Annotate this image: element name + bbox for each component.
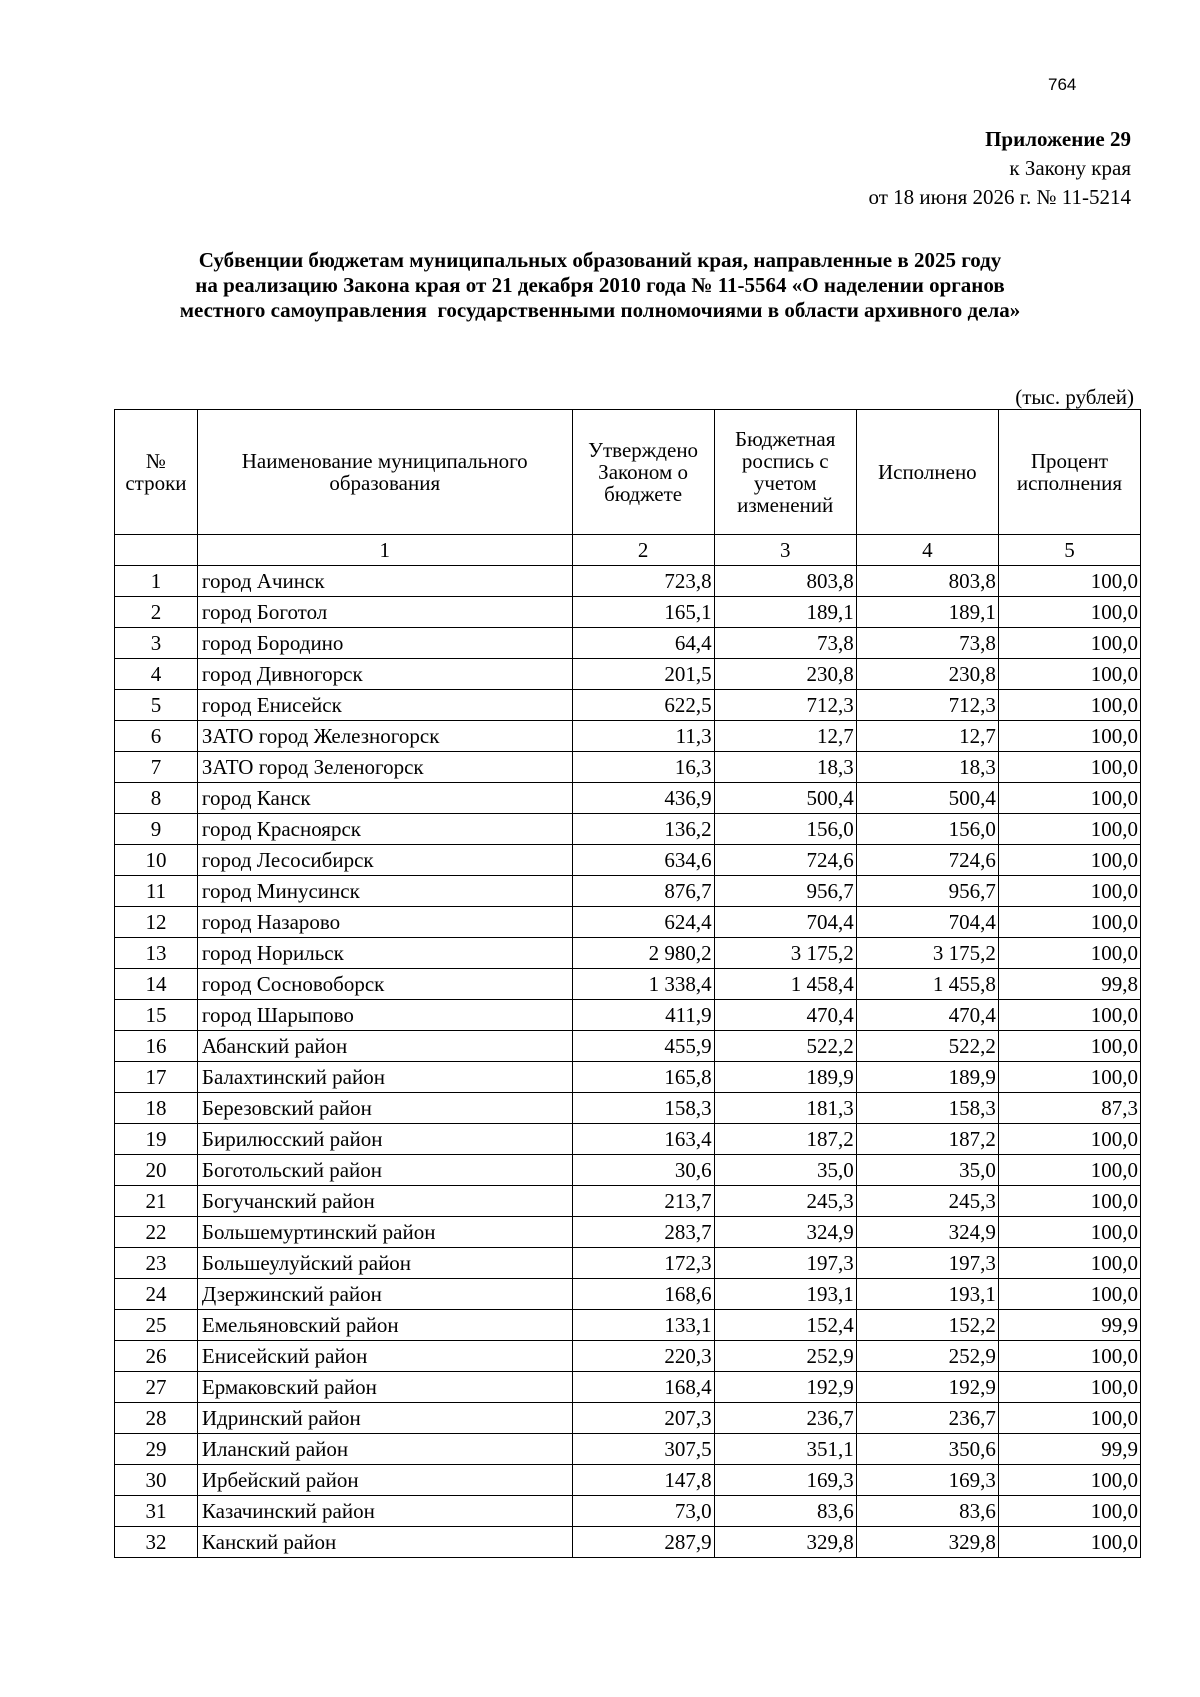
- executed-amount: 192,9: [856, 1372, 998, 1403]
- approved-amount: 11,3: [572, 721, 714, 752]
- budget-schedule-amount: 152,4: [714, 1310, 856, 1341]
- executed-amount: 197,3: [856, 1248, 998, 1279]
- execution-percent: 100,0: [998, 1217, 1140, 1248]
- approved-amount: 307,5: [572, 1434, 714, 1465]
- budget-schedule-amount: 245,3: [714, 1186, 856, 1217]
- table-row: [115, 752, 1141, 783]
- row-number: 15: [115, 1000, 198, 1031]
- executed-amount: 83,6: [856, 1496, 998, 1527]
- executed-amount: 193,1: [856, 1279, 998, 1310]
- column-number-blank: [115, 535, 198, 566]
- table-row: [115, 1341, 1141, 1372]
- table-row: [115, 690, 1141, 721]
- executed-amount: 158,3: [856, 1093, 998, 1124]
- executed-amount: 704,4: [856, 907, 998, 938]
- column-number: 5: [998, 535, 1140, 566]
- municipality-name: город Енисейск: [197, 690, 572, 721]
- document-title: [60, 248, 1140, 323]
- municipality-name: город Шарыпово: [197, 1000, 572, 1031]
- row-number: 26: [115, 1341, 198, 1372]
- municipality-name: город Красноярск: [197, 814, 572, 845]
- execution-percent: 100,0: [998, 1000, 1140, 1031]
- executed-amount: 152,2: [856, 1310, 998, 1341]
- execution-percent: 100,0: [998, 1248, 1140, 1279]
- budget-schedule-amount: 704,4: [714, 907, 856, 938]
- budget-schedule-amount: 329,8: [714, 1527, 856, 1558]
- executed-amount: 189,9: [856, 1062, 998, 1093]
- budget-schedule-amount: 803,8: [714, 566, 856, 597]
- approved-amount: 436,9: [572, 783, 714, 814]
- table-row: [115, 1310, 1141, 1341]
- execution-percent: 100,0: [998, 1372, 1140, 1403]
- row-number: 4: [115, 659, 198, 690]
- budget-schedule-amount: 189,1: [714, 597, 856, 628]
- table-row: [115, 783, 1141, 814]
- municipality-name: город Минусинск: [197, 876, 572, 907]
- row-number: 5: [115, 690, 198, 721]
- budget-schedule-amount: 470,4: [714, 1000, 856, 1031]
- approved-amount: 30,6: [572, 1155, 714, 1186]
- approved-amount: 163,4: [572, 1124, 714, 1155]
- row-number: 25: [115, 1310, 198, 1341]
- executed-amount: 18,3: [856, 752, 998, 783]
- approved-amount: 622,5: [572, 690, 714, 721]
- municipality-name: ЗАТО город Зеленогорск: [197, 752, 572, 783]
- table-row: [115, 1155, 1141, 1186]
- row-number: 17: [115, 1062, 198, 1093]
- row-number: 29: [115, 1434, 198, 1465]
- executed-amount: 245,3: [856, 1186, 998, 1217]
- municipality-name: город Норильск: [197, 938, 572, 969]
- column-number: 1: [197, 535, 572, 566]
- approved-amount: 207,3: [572, 1403, 714, 1434]
- execution-percent: 99,8: [998, 969, 1140, 1000]
- municipality-name: город Бородино: [197, 628, 572, 659]
- budget-schedule-amount: 156,0: [714, 814, 856, 845]
- municipality-name: город Канск: [197, 783, 572, 814]
- municipality-name: Большеулуйский район: [197, 1248, 572, 1279]
- budget-schedule-amount: 187,2: [714, 1124, 856, 1155]
- approved-amount: 201,5: [572, 659, 714, 690]
- row-number: 24: [115, 1279, 198, 1310]
- execution-percent: 100,0: [998, 1155, 1140, 1186]
- budget-schedule-amount: 197,3: [714, 1248, 856, 1279]
- header-percent: Процент исполнения: [998, 410, 1140, 535]
- row-number: 18: [115, 1093, 198, 1124]
- execution-percent: 100,0: [998, 628, 1140, 659]
- executed-amount: 329,8: [856, 1527, 998, 1558]
- approved-amount: 455,9: [572, 1031, 714, 1062]
- table-row: [115, 1186, 1141, 1217]
- execution-percent: 100,0: [998, 1403, 1140, 1434]
- budget-schedule-amount: 252,9: [714, 1341, 856, 1372]
- table-row: [115, 1124, 1141, 1155]
- table-row: [115, 938, 1141, 969]
- approved-amount: 133,1: [572, 1310, 714, 1341]
- approved-amount: 1 338,4: [572, 969, 714, 1000]
- column-numbers-row: [115, 535, 1141, 566]
- subventions-table: [114, 409, 1141, 1558]
- approved-amount: 213,7: [572, 1186, 714, 1217]
- executed-amount: 500,4: [856, 783, 998, 814]
- budget-schedule-amount: 189,9: [714, 1062, 856, 1093]
- units-label: (тыс. рублей): [1015, 385, 1134, 409]
- budget-schedule-amount: 712,3: [714, 690, 856, 721]
- table-row: [115, 1434, 1141, 1465]
- municipality-name: Богучанский район: [197, 1186, 572, 1217]
- row-number: 32: [115, 1527, 198, 1558]
- executed-amount: 3 175,2: [856, 938, 998, 969]
- appendix-title: Приложение 29: [985, 127, 1131, 151]
- table-row: [115, 1465, 1141, 1496]
- execution-percent: 100,0: [998, 1527, 1140, 1558]
- execution-percent: 100,0: [998, 752, 1140, 783]
- execution-percent: 100,0: [998, 1062, 1140, 1093]
- execution-percent: 100,0: [998, 566, 1140, 597]
- execution-percent: 100,0: [998, 1465, 1140, 1496]
- approved-amount: 165,1: [572, 597, 714, 628]
- budget-schedule-amount: 1 458,4: [714, 969, 856, 1000]
- table-row: [115, 814, 1141, 845]
- table-row: [115, 566, 1141, 597]
- approved-amount: 168,4: [572, 1372, 714, 1403]
- executed-amount: 803,8: [856, 566, 998, 597]
- table-row: [115, 907, 1141, 938]
- execution-percent: 99,9: [998, 1434, 1140, 1465]
- approved-amount: 411,9: [572, 1000, 714, 1031]
- budget-schedule-amount: 18,3: [714, 752, 856, 783]
- document-title-line: местного самоуправления государственными полномочиями в области архивного дела»: [179, 298, 1021, 322]
- table-row: [115, 1279, 1141, 1310]
- municipality-name: Большемуртинский район: [197, 1217, 572, 1248]
- budget-schedule-amount: 181,3: [714, 1093, 856, 1124]
- budget-schedule-amount: 351,1: [714, 1434, 856, 1465]
- approved-amount: 283,7: [572, 1217, 714, 1248]
- execution-percent: 100,0: [998, 1496, 1140, 1527]
- municipality-name: Ермаковский район: [197, 1372, 572, 1403]
- table-row: [115, 1527, 1141, 1558]
- municipality-name: Березовский район: [197, 1093, 572, 1124]
- table-row: [115, 1031, 1141, 1062]
- budget-schedule-amount: 83,6: [714, 1496, 856, 1527]
- column-number: 3: [714, 535, 856, 566]
- page-number: 764: [1048, 75, 1077, 94]
- row-number: 23: [115, 1248, 198, 1279]
- executed-amount: 236,7: [856, 1403, 998, 1434]
- executed-amount: 189,1: [856, 597, 998, 628]
- approved-amount: 220,3: [572, 1341, 714, 1372]
- municipality-name: Иланский район: [197, 1434, 572, 1465]
- approved-amount: 172,3: [572, 1248, 714, 1279]
- column-number: 4: [856, 535, 998, 566]
- executed-amount: 252,9: [856, 1341, 998, 1372]
- row-number: 28: [115, 1403, 198, 1434]
- approved-amount: 136,2: [572, 814, 714, 845]
- row-number: 3: [115, 628, 198, 659]
- executed-amount: 522,2: [856, 1031, 998, 1062]
- header-executed: Исполнено: [856, 410, 998, 535]
- budget-schedule-amount: 956,7: [714, 876, 856, 907]
- table-header-row: [115, 410, 1141, 535]
- municipality-name: Дзержинский район: [197, 1279, 572, 1310]
- municipality-name: город Назарово: [197, 907, 572, 938]
- table-row: [115, 845, 1141, 876]
- approved-amount: 723,8: [572, 566, 714, 597]
- execution-percent: 100,0: [998, 938, 1140, 969]
- row-number: 21: [115, 1186, 198, 1217]
- execution-percent: 100,0: [998, 1031, 1140, 1062]
- row-number: 11: [115, 876, 198, 907]
- execution-percent: 100,0: [998, 1341, 1140, 1372]
- appendix-law-ref: к Закону края: [1009, 156, 1131, 180]
- executed-amount: 35,0: [856, 1155, 998, 1186]
- execution-percent: 87,3: [998, 1093, 1140, 1124]
- row-number: 31: [115, 1496, 198, 1527]
- executed-amount: 73,8: [856, 628, 998, 659]
- executed-amount: 350,6: [856, 1434, 998, 1465]
- budget-schedule-amount: 192,9: [714, 1372, 856, 1403]
- budget-schedule-amount: 193,1: [714, 1279, 856, 1310]
- executed-amount: 956,7: [856, 876, 998, 907]
- document-title-line: на реализацию Закона края от 21 декабря 2010 года № 11-5564 «О наделении органов: [195, 273, 1005, 297]
- executed-amount: 724,6: [856, 845, 998, 876]
- approved-amount: 168,6: [572, 1279, 714, 1310]
- approved-amount: 634,6: [572, 845, 714, 876]
- approved-amount: 158,3: [572, 1093, 714, 1124]
- row-number: 13: [115, 938, 198, 969]
- appendix-block: [869, 125, 1131, 212]
- header-municipality: Наименование муниципального образования: [197, 410, 572, 535]
- execution-percent: 100,0: [998, 845, 1140, 876]
- row-number: 19: [115, 1124, 198, 1155]
- approved-amount: 73,0: [572, 1496, 714, 1527]
- executed-amount: 1 455,8: [856, 969, 998, 1000]
- executed-amount: 12,7: [856, 721, 998, 752]
- municipality-name: Бирилюсский район: [197, 1124, 572, 1155]
- row-number: 9: [115, 814, 198, 845]
- approved-amount: 165,8: [572, 1062, 714, 1093]
- municipality-name: город Боготол: [197, 597, 572, 628]
- municipality-name: Абанский район: [197, 1031, 572, 1062]
- municipality-name: Боготольский район: [197, 1155, 572, 1186]
- table-row: [115, 1372, 1141, 1403]
- appendix-law-date: от 18 июня 2026 г. № 11-5214: [868, 185, 1131, 209]
- table-row: [115, 1496, 1141, 1527]
- approved-amount: 64,4: [572, 628, 714, 659]
- budget-schedule-amount: 35,0: [714, 1155, 856, 1186]
- table-body: [115, 566, 1141, 1558]
- budget-schedule-amount: 230,8: [714, 659, 856, 690]
- approved-amount: 16,3: [572, 752, 714, 783]
- table-row: [115, 1062, 1141, 1093]
- municipality-name: Канский район: [197, 1527, 572, 1558]
- executed-amount: 470,4: [856, 1000, 998, 1031]
- budget-schedule-amount: 169,3: [714, 1465, 856, 1496]
- execution-percent: 100,0: [998, 1279, 1140, 1310]
- budget-schedule-amount: 324,9: [714, 1217, 856, 1248]
- executed-amount: 156,0: [856, 814, 998, 845]
- municipality-name: город Ачинск: [197, 566, 572, 597]
- budget-schedule-amount: 236,7: [714, 1403, 856, 1434]
- row-number: 22: [115, 1217, 198, 1248]
- execution-percent: 100,0: [998, 721, 1140, 752]
- execution-percent: 100,0: [998, 814, 1140, 845]
- budget-schedule-amount: 724,6: [714, 845, 856, 876]
- header-row-number: № строки: [115, 410, 198, 535]
- approved-amount: 2 980,2: [572, 938, 714, 969]
- municipality-name: город Лесосибирск: [197, 845, 572, 876]
- document-title-line: Субвенции бюджетам муниципальных образований края, направленные в 2025 году: [198, 248, 1002, 272]
- table-row: [115, 876, 1141, 907]
- executed-amount: 230,8: [856, 659, 998, 690]
- table-row: [115, 1217, 1141, 1248]
- approved-amount: 876,7: [572, 876, 714, 907]
- row-number: 27: [115, 1372, 198, 1403]
- table-row: [115, 1403, 1141, 1434]
- municipality-name: город Дивногорск: [197, 659, 572, 690]
- approved-amount: 147,8: [572, 1465, 714, 1496]
- budget-schedule-amount: 522,2: [714, 1031, 856, 1062]
- column-number: 2: [572, 535, 714, 566]
- table-row: [115, 1248, 1141, 1279]
- table-row: [115, 597, 1141, 628]
- header-approved: Утверждено Законом о бюджете: [572, 410, 714, 535]
- row-number: 10: [115, 845, 198, 876]
- execution-percent: 100,0: [998, 783, 1140, 814]
- row-number: 16: [115, 1031, 198, 1062]
- approved-amount: 624,4: [572, 907, 714, 938]
- municipality-name: ЗАТО город Железногорск: [197, 721, 572, 752]
- execution-percent: 100,0: [998, 1186, 1140, 1217]
- execution-percent: 99,9: [998, 1310, 1140, 1341]
- row-number: 7: [115, 752, 198, 783]
- municipality-name: Казачинский район: [197, 1496, 572, 1527]
- execution-percent: 100,0: [998, 597, 1140, 628]
- approved-amount: 287,9: [572, 1527, 714, 1558]
- table-row: [115, 659, 1141, 690]
- table-row: [115, 628, 1141, 659]
- execution-percent: 100,0: [998, 876, 1140, 907]
- row-number: 2: [115, 597, 198, 628]
- row-number: 30: [115, 1465, 198, 1496]
- table-row: [115, 1000, 1141, 1031]
- table-row: [115, 969, 1141, 1000]
- table-row: [115, 1093, 1141, 1124]
- header-budget-schedule: Бюджетная роспись с учетом изменений: [714, 410, 856, 535]
- municipality-name: Енисейский район: [197, 1341, 572, 1372]
- budget-schedule-amount: 500,4: [714, 783, 856, 814]
- municipality-name: город Сосновоборск: [197, 969, 572, 1000]
- executed-amount: 169,3: [856, 1465, 998, 1496]
- row-number: 8: [115, 783, 198, 814]
- executed-amount: 712,3: [856, 690, 998, 721]
- row-number: 6: [115, 721, 198, 752]
- municipality-name: Ирбейский район: [197, 1465, 572, 1496]
- municipality-name: Балахтинский район: [197, 1062, 572, 1093]
- execution-percent: 100,0: [998, 907, 1140, 938]
- budget-schedule-amount: 3 175,2: [714, 938, 856, 969]
- execution-percent: 100,0: [998, 659, 1140, 690]
- budget-schedule-amount: 73,8: [714, 628, 856, 659]
- executed-amount: 324,9: [856, 1217, 998, 1248]
- budget-schedule-amount: 12,7: [714, 721, 856, 752]
- execution-percent: 100,0: [998, 1124, 1140, 1155]
- row-number: 14: [115, 969, 198, 1000]
- executed-amount: 187,2: [856, 1124, 998, 1155]
- row-number: 1: [115, 566, 198, 597]
- execution-percent: 100,0: [998, 690, 1140, 721]
- row-number: 20: [115, 1155, 198, 1186]
- table-row: [115, 721, 1141, 752]
- municipality-name: Емельяновский район: [197, 1310, 572, 1341]
- municipality-name: Идринский район: [197, 1403, 572, 1434]
- row-number: 12: [115, 907, 198, 938]
